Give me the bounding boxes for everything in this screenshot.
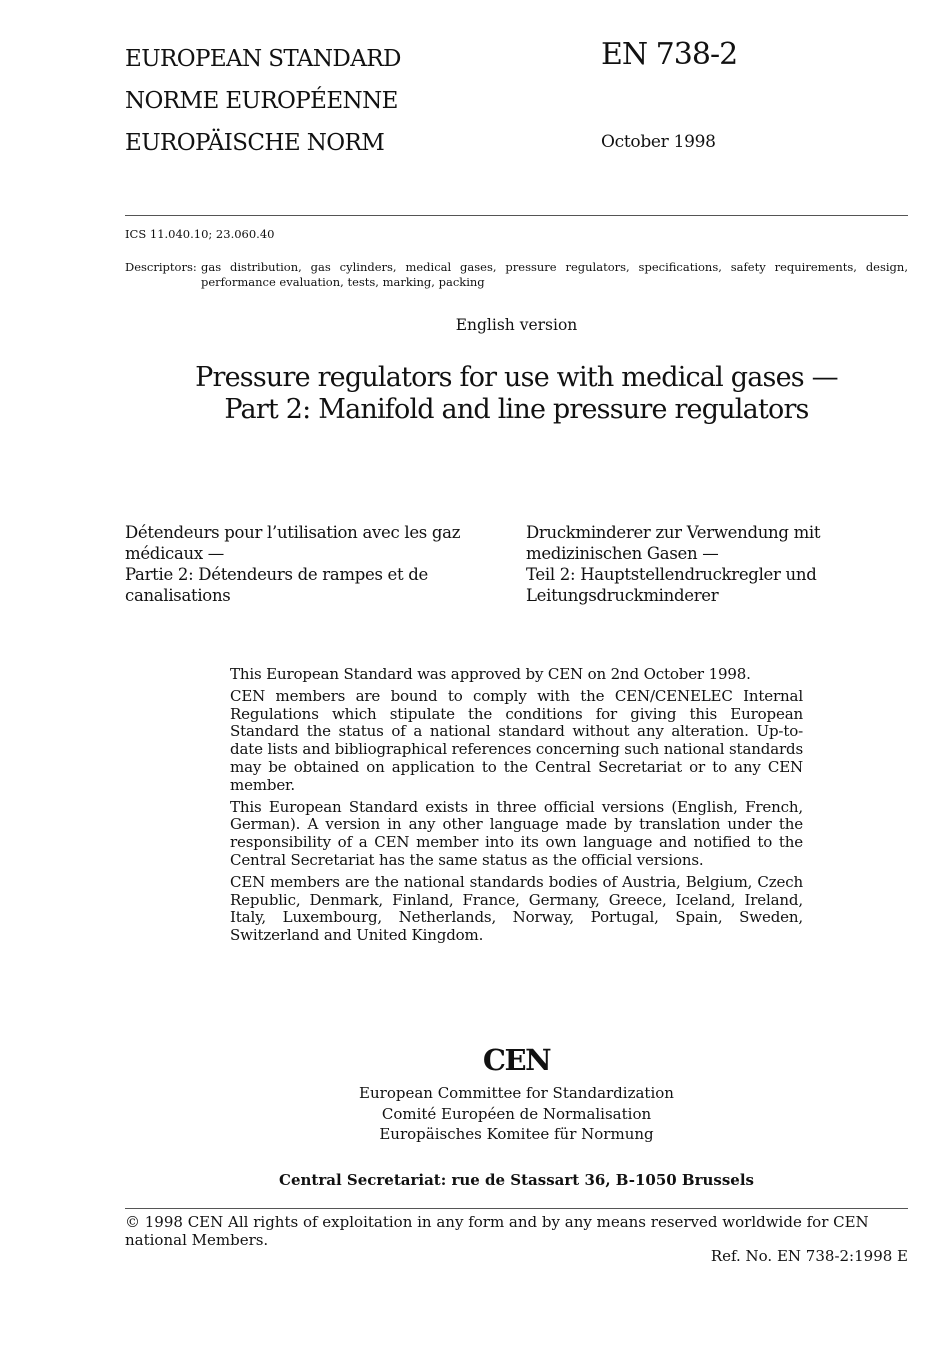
approval-paragraph: This European Standard was approved by CEN on 2nd October 1998.: [230, 665, 751, 683]
standard-name-german: EUROPÄISCHE NORM: [125, 130, 385, 156]
copyright-notice: © 1998 CEN All rights of exploitation in any form and by any means reserved worldwide for CEN national Members.: [125, 1213, 869, 1249]
organization-name-french: Comité Européen de Normalisation: [381, 1105, 652, 1123]
organization-name-english: European Committee for Standardization: [359, 1084, 674, 1102]
german-title-line-1: Druckminderer zur Verwendung mit medizinischen Gasen —: [526, 523, 821, 563]
descriptors-label: Descriptors:: [125, 260, 197, 274]
reference-number: Ref. No. EN 738-2:1998 E: [710, 1247, 908, 1265]
secretariat-address: Central Secretariat: rue de Stassart 36, B-1050 Brussels: [279, 1171, 754, 1189]
bottom-divider: [125, 1208, 908, 1209]
title-line-1: Pressure regulators for use with medical gases —: [195, 362, 838, 393]
standard-name-english: EUROPEAN STANDARD: [125, 46, 401, 72]
french-title-line-2: Partie 2: Détendeurs de rampes et de canalisations: [125, 565, 429, 605]
publication-date: October 1998: [601, 132, 716, 152]
german-title: [526, 522, 908, 606]
standard-number: EN 738-2: [601, 37, 738, 72]
standard-name-french: NORME EUROPÉENNE: [125, 88, 398, 114]
document-title: [125, 362, 908, 426]
descriptors-text: gas distribution, gas cylinders, medical gases, pressure regulators, specifications, safety requirements, design, performance evaluation, tests, marking, packing: [201, 260, 908, 289]
ics-codes: ICS 11.040.10; 23.060.40: [125, 227, 275, 241]
organization-name-german: Europäisches Komitee für Normung: [379, 1125, 654, 1143]
approval-text-block: [230, 666, 803, 949]
version-note: English version: [455, 316, 578, 334]
title-line-2: Part 2: Manifold and line pressure regulators: [224, 394, 809, 425]
french-title-line-1: Détendeurs pour l’utilisation avec les gaz médicaux —: [125, 523, 461, 563]
versions-paragraph: This European Standard exists in three official versions (English, French, German). A version in any other language made by translation under the responsibility of a CEN member into its own language and notified to the Central Secretariat has the same status as the official versions.: [230, 797, 803, 869]
compliance-paragraph: CEN members are bound to comply with the CEN/CENELEC Internal Regulations which stipulate the conditions for giving this European Standard the status of a national standard without any alteration. Up-to-date lists and bibliographical references concerning such national standards may be obtained on application to the Central Secretariat or to any CEN member.: [230, 686, 804, 794]
members-paragraph: CEN members are the national standards bodies of Austria, Belgium, Czech Republic, Denmark, Finland, France, Germany, Greece, Iceland, Ireland, Italy, Luxembourg, Netherlands, Norway, Portugal, Spain, Sweden, Switzerland and United Kingdom.: [230, 872, 803, 945]
german-title-line-2: Teil 2: Hauptstellendruckregler und Leitungsdruckminderer: [526, 565, 817, 605]
descriptors-row: [125, 260, 908, 290]
cen-logo: CEN: [482, 1043, 551, 1077]
top-divider: [125, 215, 908, 216]
french-title: [125, 522, 500, 606]
